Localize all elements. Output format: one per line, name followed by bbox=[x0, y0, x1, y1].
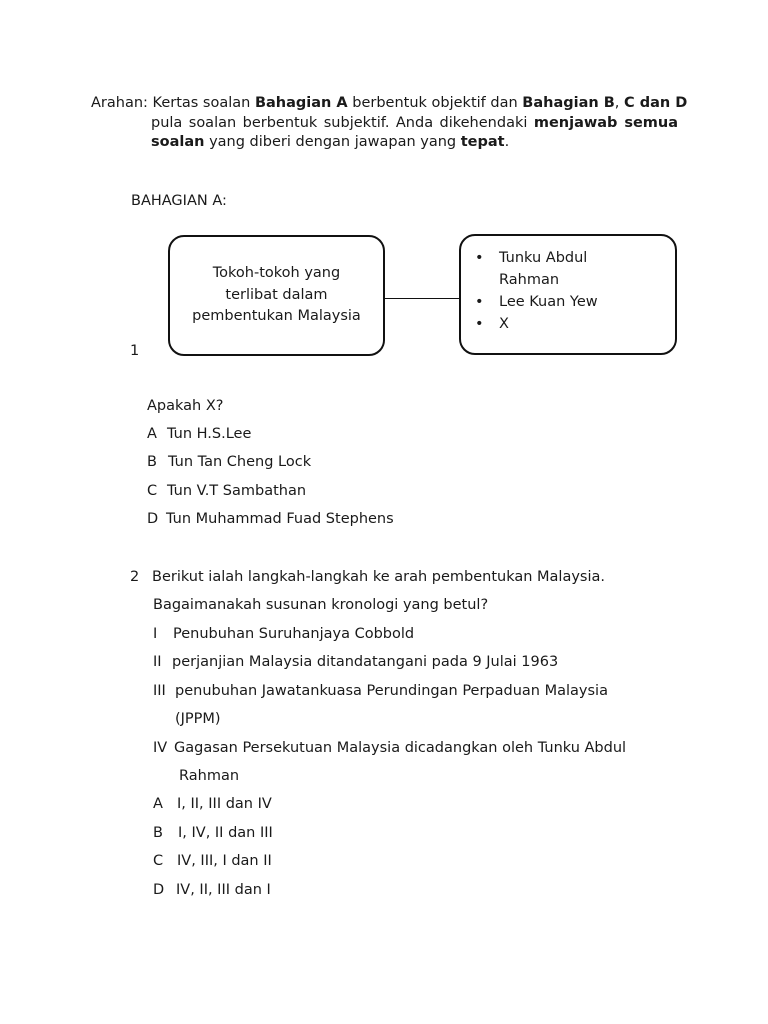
q2-number: 2 bbox=[130, 569, 140, 585]
q1-number: 1 bbox=[130, 343, 140, 359]
instructions-line-3: soalan yang diberi dengan jawapan yang tepat. bbox=[151, 134, 510, 150]
bold-tepat: tepat bbox=[460, 134, 505, 150]
q2-option-a: A I, II, III dan IV bbox=[153, 796, 272, 812]
q2-option-d: D IV, II, III dan I bbox=[153, 882, 271, 898]
q1-left-box-line: Tokoh-tokoh yang bbox=[212, 265, 341, 282]
q1-bullet-item: • X bbox=[499, 313, 598, 335]
q2-stem-line-2: Bagaimanakah susunan kronologi yang betul? bbox=[153, 597, 489, 613]
q1-option-a: A Tun H.S.Lee bbox=[147, 426, 252, 442]
bold-menjawab-semua: menjawab semua bbox=[533, 115, 678, 131]
q2-statement-iv-continuation: Rahman bbox=[179, 768, 240, 784]
q2-statement-iv: IV Gagasan Persekutuan Malaysia dicadangkan oleh Tunku Abdul bbox=[153, 740, 627, 756]
q1-left-box-line: pembentukan Malaysia bbox=[192, 308, 361, 325]
q1-connector-line bbox=[385, 298, 460, 299]
q2-statement-iii: III penubuhan Jawatankuasa Perundingan Perpaduan Malaysia bbox=[153, 683, 608, 699]
q2-stem-line-1: Berikut ialah langkah-langkah ke arah pembentukan Malaysia. bbox=[152, 569, 605, 585]
section-title: BAHAGIAN A: bbox=[131, 193, 227, 209]
q2-option-c: C IV, III, I dan II bbox=[153, 853, 272, 869]
instructions-line-2: pula soalan berbentuk subjektif. Anda dikehendaki menjawab semua bbox=[151, 115, 678, 131]
q1-option-d: D Tun Muhammad Fuad Stephens bbox=[147, 511, 394, 527]
q1-bullet-item: • Lee Kuan Yew bbox=[499, 291, 598, 313]
q1-left-box-line: terlibat dalam bbox=[225, 286, 328, 303]
q1-left-box bbox=[168, 235, 385, 356]
q2-statement-iii-continuation: (JPPM) bbox=[175, 711, 221, 727]
instructions-label: Arahan: bbox=[91, 95, 148, 111]
q2-option-b: B I, IV, II dan III bbox=[153, 825, 273, 841]
bold-soalan: soalan bbox=[151, 134, 205, 150]
bold-bahagian-b: Bahagian B bbox=[522, 95, 615, 111]
q1-bullet-list bbox=[499, 247, 598, 335]
q1-right-box bbox=[459, 234, 677, 355]
q1-bullet-continuation: Rahman bbox=[499, 272, 560, 288]
bold-c-dan-d: C dan D bbox=[624, 95, 688, 111]
q1-option-c: C Tun V.T Sambathan bbox=[147, 483, 307, 499]
q2-statement-ii: II perjanjian Malaysia ditandatangani pada 9 Julai 1963 bbox=[153, 654, 559, 670]
bold-bahagian-a: Bahagian A bbox=[254, 95, 348, 111]
q1-option-b: B Tun Tan Cheng Lock bbox=[147, 454, 312, 470]
q1-bullet-item: • Tunku Abdul bbox=[499, 247, 598, 269]
instructions-line-1: Arahan: Kertas soalan Bahagian A berbentuk objektif dan Bahagian B, C dan D bbox=[91, 95, 688, 111]
q1-question: Apakah X? bbox=[147, 398, 224, 414]
q2-statement-i: I Penubuhan Suruhanjaya Cobbold bbox=[153, 626, 415, 642]
